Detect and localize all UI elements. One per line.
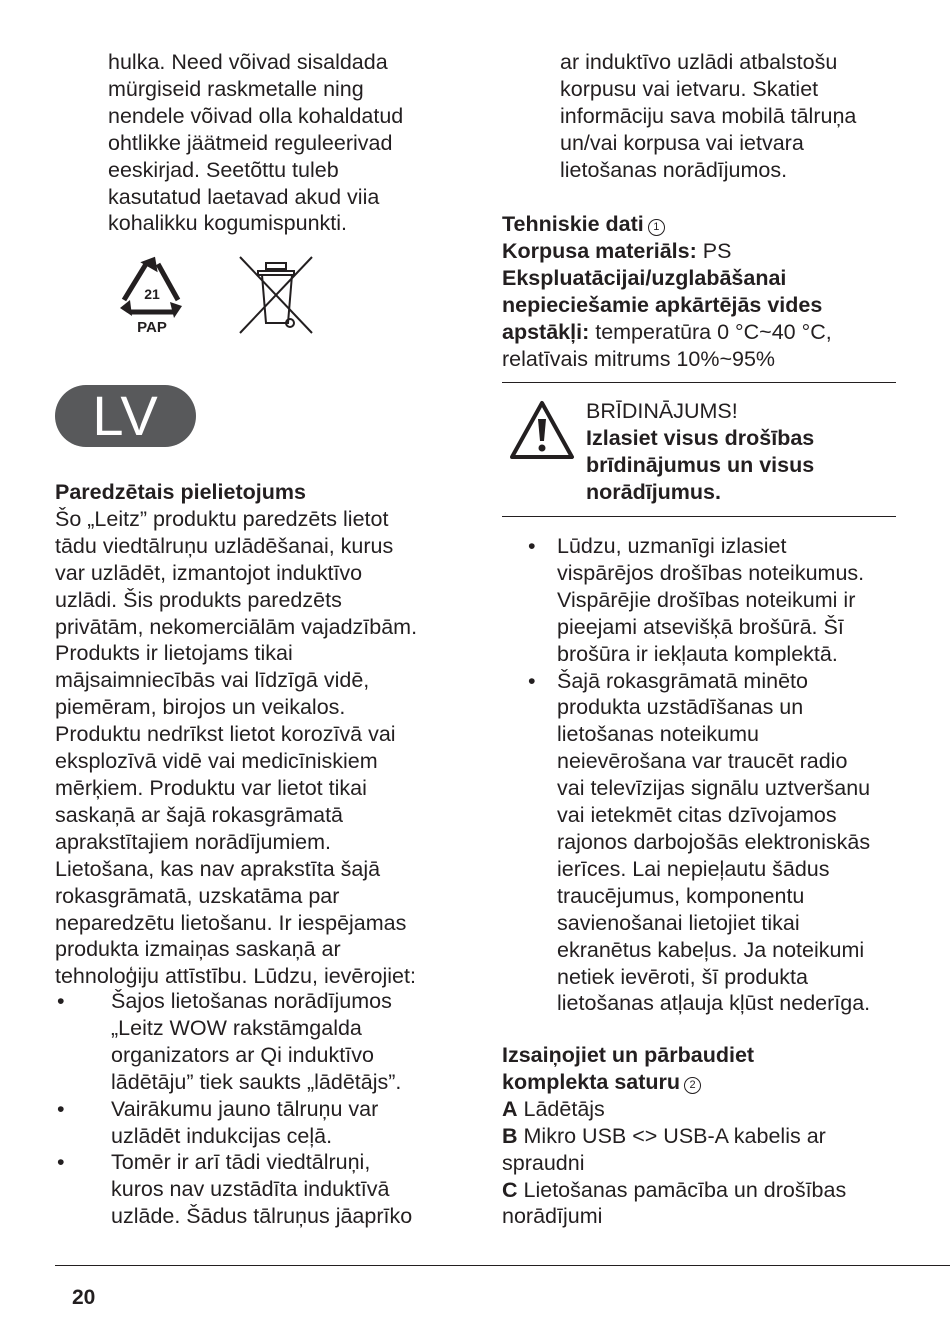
list-item (55, 1096, 475, 1150)
text-line: Produktu nedrīkst lietot korozīvā vai (55, 722, 396, 747)
kit-item-text: Lādētājs (523, 1096, 605, 1121)
intended-use-section (55, 479, 475, 990)
text-line: lietošanas noteikumu (557, 722, 759, 747)
figure-ref-badge: 2 (684, 1077, 701, 1094)
kit-contents-section (502, 1042, 912, 1230)
usage-bullet-list (55, 988, 475, 1230)
list-item (55, 988, 475, 1096)
text-line: netiek ievēroti, šī produkta (557, 964, 808, 989)
text-line: rokasgrāmatā, uzskatāma par (55, 883, 340, 908)
text-line: organizators ar Qi induktīvo (111, 1042, 374, 1067)
tech-heading: Tehniskie dati (502, 212, 644, 236)
kit-item-text: Mikro USB <> USB-A kabelis ar (523, 1123, 826, 1148)
text-line: ekranētus kabeļus. Ja noteikumi (557, 937, 865, 962)
recycle-number: 21 (144, 286, 160, 302)
text-line: savienošanai lietojiet tikai (557, 910, 800, 935)
text-line: uzlāde. Šādus tālruņus jāaprīko (111, 1204, 413, 1229)
text-line: ar induktīvo uzlādi atbalstošu (560, 50, 838, 74)
warning-title: BRĪDINĀJUMS! (586, 399, 738, 423)
text-line: kohalikku kogumispunkti. (108, 211, 348, 236)
list-item (55, 1149, 475, 1230)
text-line: Lietošana, kas nav aprakstīta šajā (55, 856, 381, 881)
divider (502, 516, 896, 517)
text-line: un/vai korpusa vai ietvara (560, 130, 804, 155)
text-line: privātām, nekomerciālām vajadzībām. (55, 614, 418, 639)
text-line: uzlādēt indukcijas ceļā. (111, 1123, 333, 1148)
text-line: Šo „Leitz” produktu paredzēts lietot (55, 506, 389, 531)
figure-ref-badge: 1 (648, 219, 665, 236)
text-line: lietošanas norādījumos. (560, 157, 788, 182)
kit-item (502, 1123, 912, 1150)
technical-data-section (502, 211, 902, 372)
list-item (502, 533, 912, 668)
text-line: mērķiem. Produktu var lietot tikai (55, 775, 367, 800)
text-line: lietošanas atļauja kļūst nederīga. (557, 991, 871, 1016)
section-heading: Paredzētais pielietojums (55, 480, 306, 504)
safety-bullet-list (502, 533, 912, 1017)
kit-item-letter: C (502, 1177, 518, 1202)
text-line: Izlasiet visus drošības (586, 425, 815, 450)
text-line: ierīces. Lai nepieļautu šādus (557, 856, 830, 881)
kit-item-letter: B (502, 1123, 518, 1148)
page-number: 20 (72, 1286, 96, 1309)
footer-divider (55, 1265, 950, 1266)
text-line: Tomēr ir arī tādi viedtālruņi, (111, 1150, 371, 1175)
text-line: lādētāju” tiek saukts „lādētājs”. (111, 1069, 402, 1094)
text-line: brīdinājumus un visus (586, 452, 815, 477)
text-line: produkta uzstādīšanas un (557, 695, 804, 720)
text-line: var uzlādēt, izmantojot induktīvo (55, 560, 363, 585)
divider (502, 382, 896, 383)
bullet-marker: • (57, 1096, 65, 1121)
kit-item (502, 1096, 912, 1123)
recycle-code: PAP (137, 319, 167, 336)
kit-item-text: spraudni (502, 1150, 585, 1175)
text-line: Produkts ir lietojams tikai (55, 641, 293, 666)
text-line: Šajos lietošanas norādījumos (111, 989, 392, 1013)
list-item (502, 668, 912, 1018)
text-line: traucējumus, komponentu (557, 883, 805, 908)
section-heading (502, 211, 902, 238)
text-line: vai televīzijas signālu uztveršanu (557, 776, 871, 801)
material-value: PS (702, 238, 732, 263)
kit-item-letter: A (502, 1096, 518, 1121)
text-line: tādu viedtālruņu uzlādēšanai, kurus (55, 533, 394, 558)
warning-block (586, 398, 906, 506)
text-line: piemēram, birojos un veikalos. (55, 695, 346, 720)
text-line: korpusu vai ietvaru. Skatiet (560, 76, 819, 101)
induction-text-continued (560, 49, 920, 184)
text-line: eeskirjad. Seetõttu tuleb (108, 157, 339, 182)
bullet-marker: • (528, 534, 536, 558)
text-line: tehnoloģiju attīstību. Lūdzu, ievērojiet: (55, 964, 416, 989)
text-line: neievērošana var traucēt radio (557, 749, 848, 774)
text-line: saskaņā ar šajā rokasgrāmatā (55, 802, 344, 827)
text-line: uzlādi. Šis produkts paredzēts (55, 587, 342, 612)
env-value-line: relatīvais mitrums 10%~95% (502, 346, 776, 371)
text-line: ohtlikke jäätmeid reguleerivad (108, 130, 393, 155)
text-line: „Leitz WOW rakstāmgalda (111, 1015, 362, 1040)
text-line: informāciju sava mobilā tālruņa (560, 103, 857, 128)
text-line: mājsaimniecībās vai līdzīgā vidē, (55, 668, 370, 693)
text-line: vispārējos drošības noteikumus. (557, 560, 865, 585)
env-label-line: Ekspluatācijai/uzglabāšanai (502, 265, 787, 290)
recycling-symbol-icon (116, 254, 188, 336)
text-line: pieejami atsevišķā brošūrā. Šī (557, 614, 844, 639)
text-line: rajonos darbojošās elektroniskās (557, 829, 871, 854)
env-row (502, 319, 902, 346)
text-line: vai ietekmēt citas dzīvojamos (557, 803, 837, 828)
kit-item (502, 1177, 912, 1204)
text-line: Šajā rokasgrāmatā minēto (557, 668, 808, 693)
material-label: Korpusa materiāls: (502, 238, 697, 263)
material-row (502, 238, 902, 265)
text-line: kuros nav uzstādīta induktīvā (111, 1177, 390, 1202)
text-line: produkta izmaiņas saskaņā ar (55, 937, 341, 962)
bullet-marker: • (57, 1150, 65, 1175)
text-line: hulka. Need võivad sisaldada (108, 50, 388, 74)
warning-triangle-icon (508, 399, 576, 461)
section-heading: Izsaiņojiet un pārbaudiet (502, 1043, 755, 1067)
disposal-text-continued (108, 49, 468, 237)
language-badge: LV (55, 385, 196, 447)
text-line: eksplozīvā vidē vai medicīniskiem (55, 749, 378, 774)
text-line: Lūdzu, uzmanīgi izlasiet (557, 534, 787, 558)
text-line: neparedzētu lietošanu. Ir iespējamas (55, 910, 407, 935)
text-line: mürgiseid raskmetalle ning (108, 76, 364, 101)
crossed-bin-icon (236, 253, 316, 337)
text-line: Vispārējie drošības noteikumi ir (557, 587, 856, 612)
text-line: brošūra ir iekļauta komplektā. (557, 641, 838, 666)
text-line: kasutatud laetavad akud viia (108, 184, 380, 209)
text-line: aprakstītajiem norādījumiem. (55, 829, 332, 854)
text-line: norādījumus. (586, 479, 721, 504)
env-value: temperatūra 0 °C~40 °C, (595, 319, 832, 344)
text-line: nendele võivad olla kohaldatud (108, 103, 404, 128)
section-heading (502, 1069, 912, 1096)
kit-heading-line2: komplekta saturu (502, 1069, 681, 1094)
kit-item-text: Lietošanas pamācība un drošības (523, 1177, 847, 1202)
bullet-marker: • (528, 668, 536, 693)
bullet-marker: • (57, 989, 65, 1013)
text-line: Vairākumu jauno tālruņu var (111, 1096, 379, 1121)
env-label-line: nepieciešamie apkārtējās vides (502, 292, 823, 317)
kit-item-text: norādījumi (502, 1204, 603, 1229)
env-label-last: apstākļi: (502, 319, 590, 344)
